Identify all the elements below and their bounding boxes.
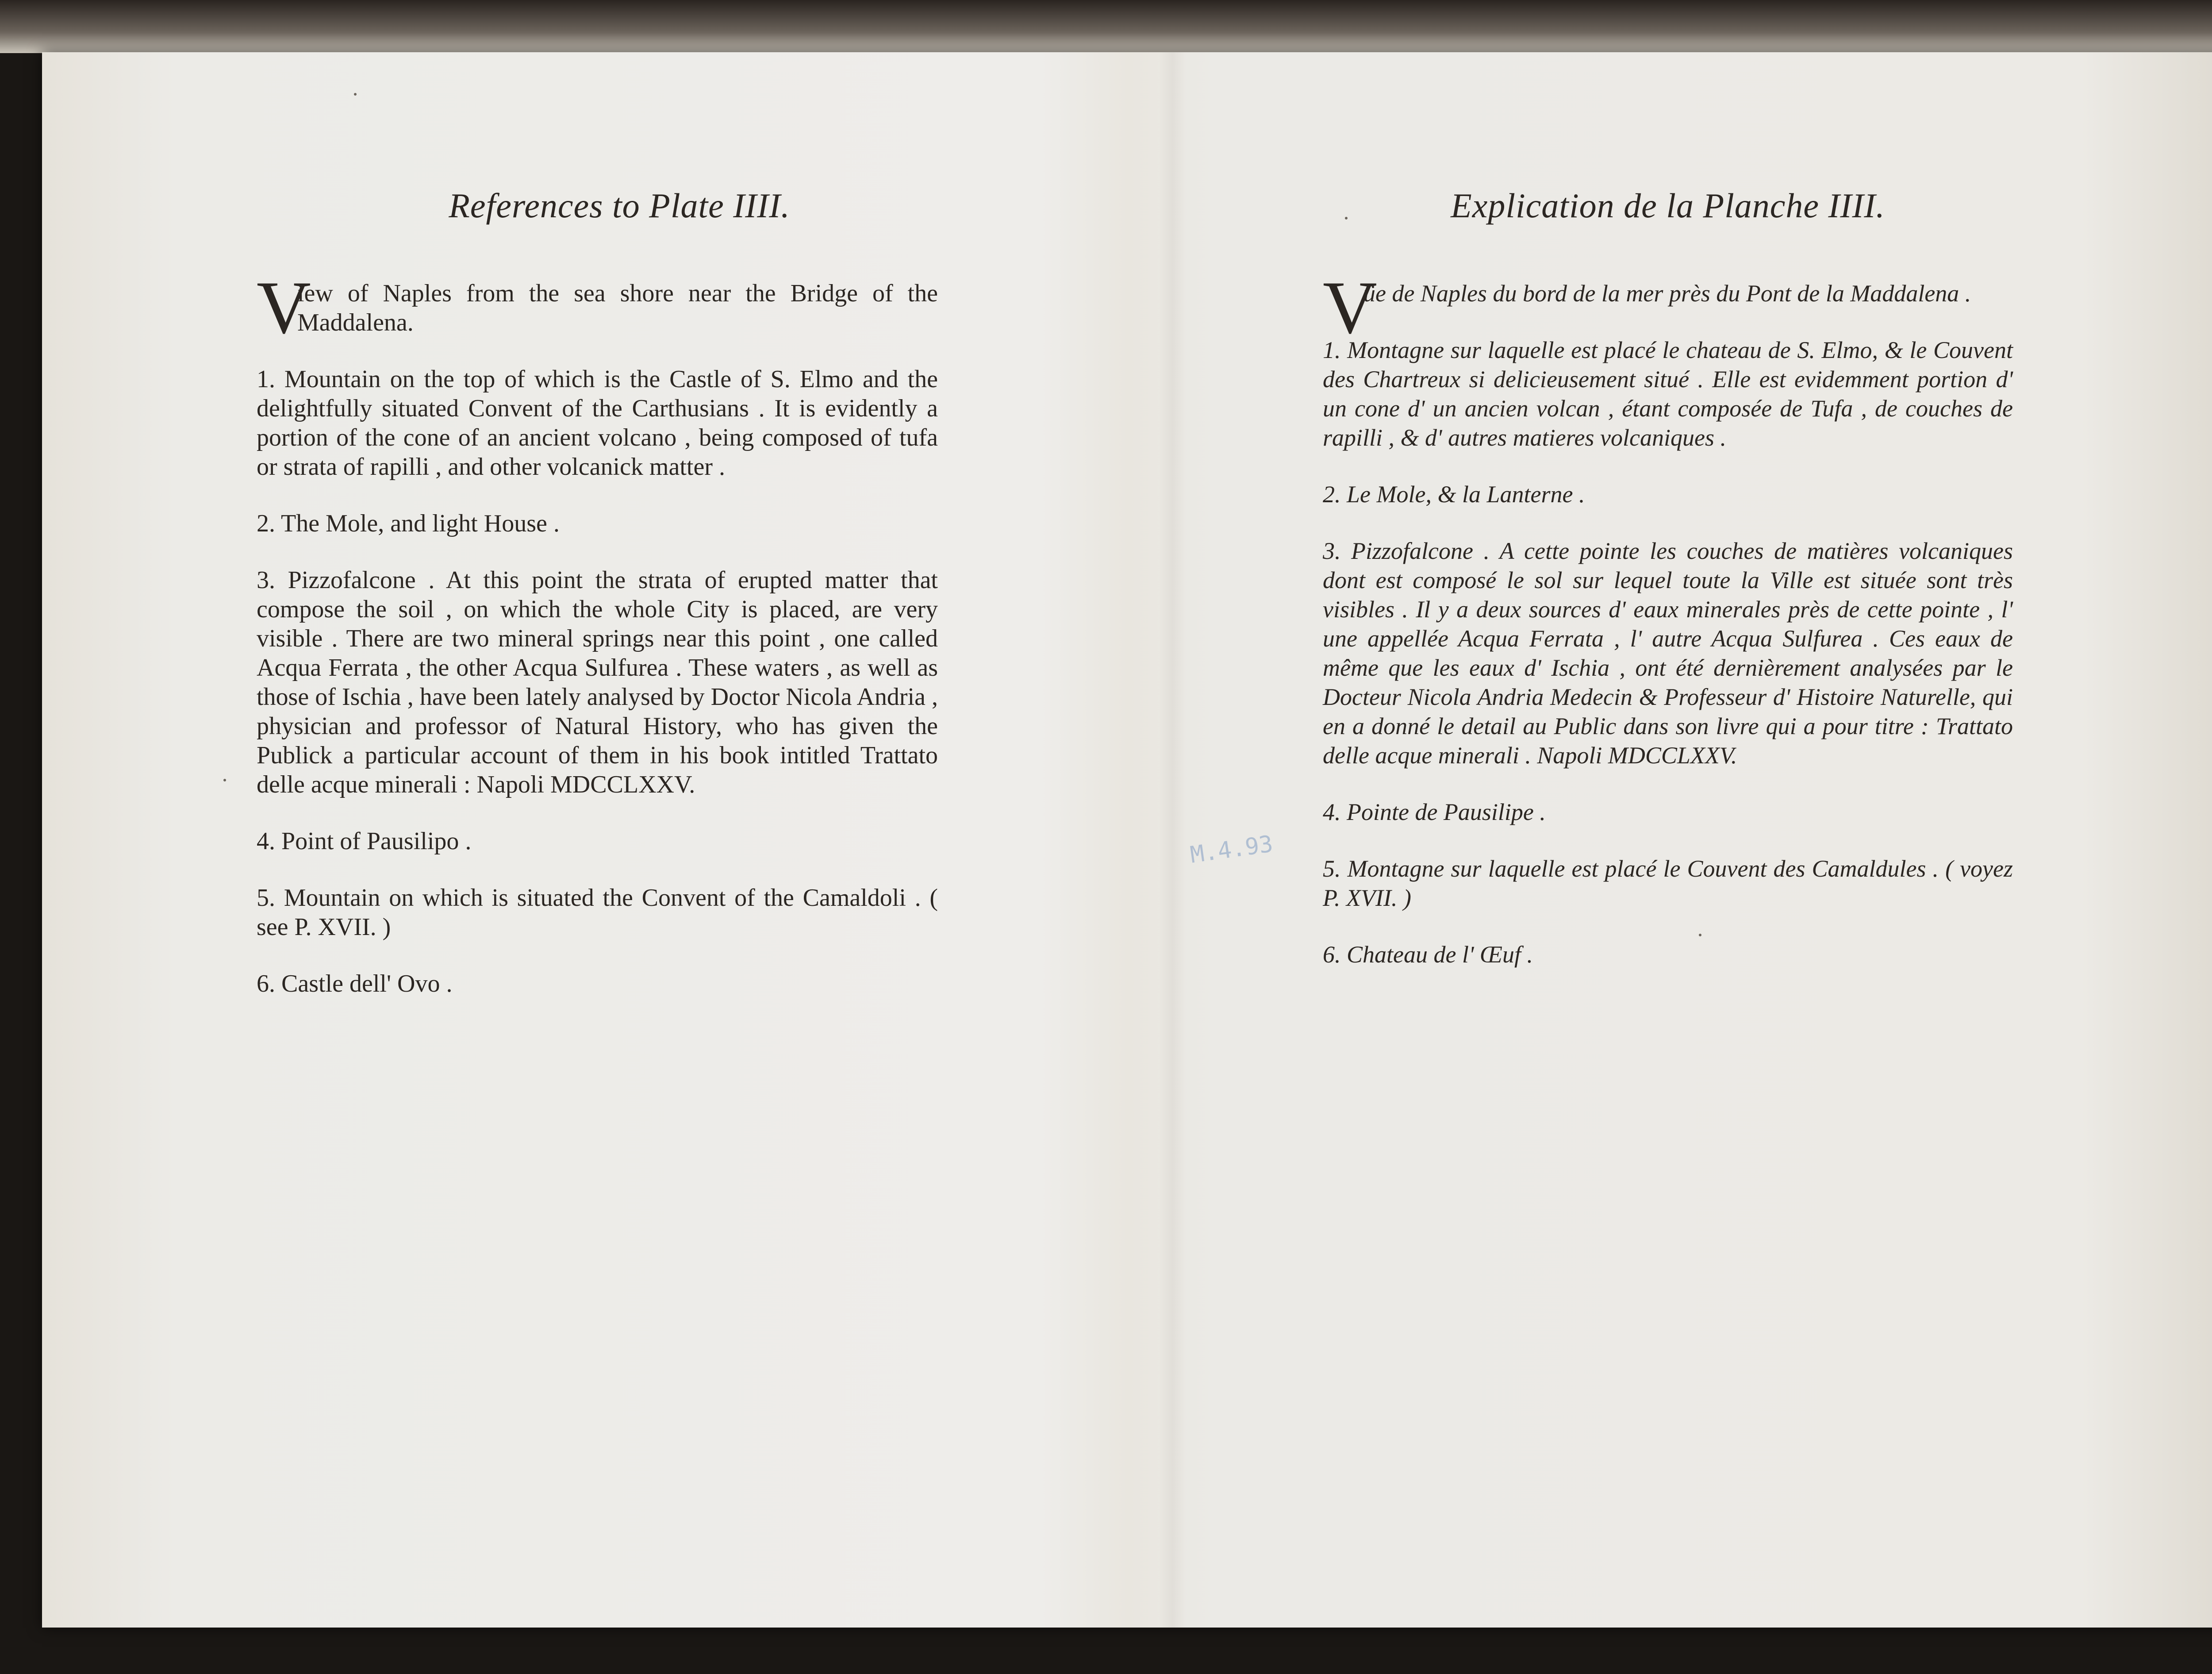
french-item-5: 5. Montagne sur laquelle est placé le Couvent des Camaldules . ( voyez P. XVII. ) [1323,855,2013,911]
paper-speck [223,779,226,781]
paper-speck [354,93,357,96]
french-item-6: 6. Chateau de l' Œuf . [1323,941,1533,968]
french-heading: Explication de la Planche IIII. [1451,186,1885,225]
page-gutter [1159,52,1186,1628]
paper-speck [1699,934,1701,936]
french-intro-text: üe de Naples du bord de la mer près du Pont de la Maddalena . [1363,280,1971,307]
french-item-2: 2. Le Mole, & la Lanterne . [1323,481,1585,508]
french-item-4: 4. Pointe de Pausilipe . [1323,799,1546,825]
english-heading: References to Plate IIII. [449,186,790,225]
french-intro [1323,266,2013,349]
paper-speck [1345,217,1348,219]
book-top-edge [0,0,2212,53]
english-item-4: 4. Point of Pausilipo . [257,827,472,855]
library-stamp: M.4.93 [1188,831,1275,869]
dropcap: V [257,266,311,349]
french-item-3: 3. Pizzofalcone . A cette pointe les couches de matières volcaniques dont est composé le sol sur lequel toute la Ville est située sont très visibles . Il y a deux sources d' eaux minerales près de cette pointe , l' une appellée Acqua Ferrata , l' autre Acqua Sulfurea . Ces eaux de même que les eaux d' Ischia , ont été dernièrement analysées par le Docteur Nicola Andria Medecin & Professeur d' Histoire Naturelle, qui en a donné le detail au Public dans son livre qui a pour titre : Trattato delle acque minerali . Napoli MDCCLXXV. [1323,538,2013,769]
french-column [1323,186,2013,997]
english-item-5: 5. Mountain on which is situated the Convent of the Camaldoli . ( see P. XVII. ) [257,884,938,941]
english-item-2: 2. The Mole, and light House . [257,510,560,537]
french-item-1: 1. Montagne sur laquelle est placé le chateau de S. Elmo, & le Couvent des Chartreux si delicieusement situé . Elle est evidemment portion d' un cone d' un ancien volcan , étant composée de Tufa , de couches de rapilli , & d' autres matieres volcaniques . [1323,337,2013,451]
english-intro-text: iew of Naples from the sea shore near the Bridge of the Maddalena. [297,280,938,336]
english-intro [257,266,938,349]
english-item-3: 3. Pizzofalcone . At this point the strata of erupted matter that compose the soil , on which the whole City is placed, are very visible . There are two mineral springs near this point , one called Acqua Ferrata , the other Acqua Sulfurea . These waters , as well as those of Ischia , have been lately analysed by Doctor Nicola Andria , physician and professor of Natural History, who has given the Publick a particular account of them in his book intitled Trattato delle acque minerali : Napoli MDCCLXXV. [257,566,938,798]
english-column [257,186,938,1026]
english-item-6: 6. Castle dell' Ovo . [257,970,453,997]
dropcap: V [1323,266,1377,349]
english-item-1: 1. Mountain on the top of which is the Castle of S. Elmo and the delightfully situated Convent of the Carthusians . It is evidently a portion of the cone of an ancient volcano , being composed of tufa or strata of rapilli , and other volcanick matter . [257,366,938,481]
